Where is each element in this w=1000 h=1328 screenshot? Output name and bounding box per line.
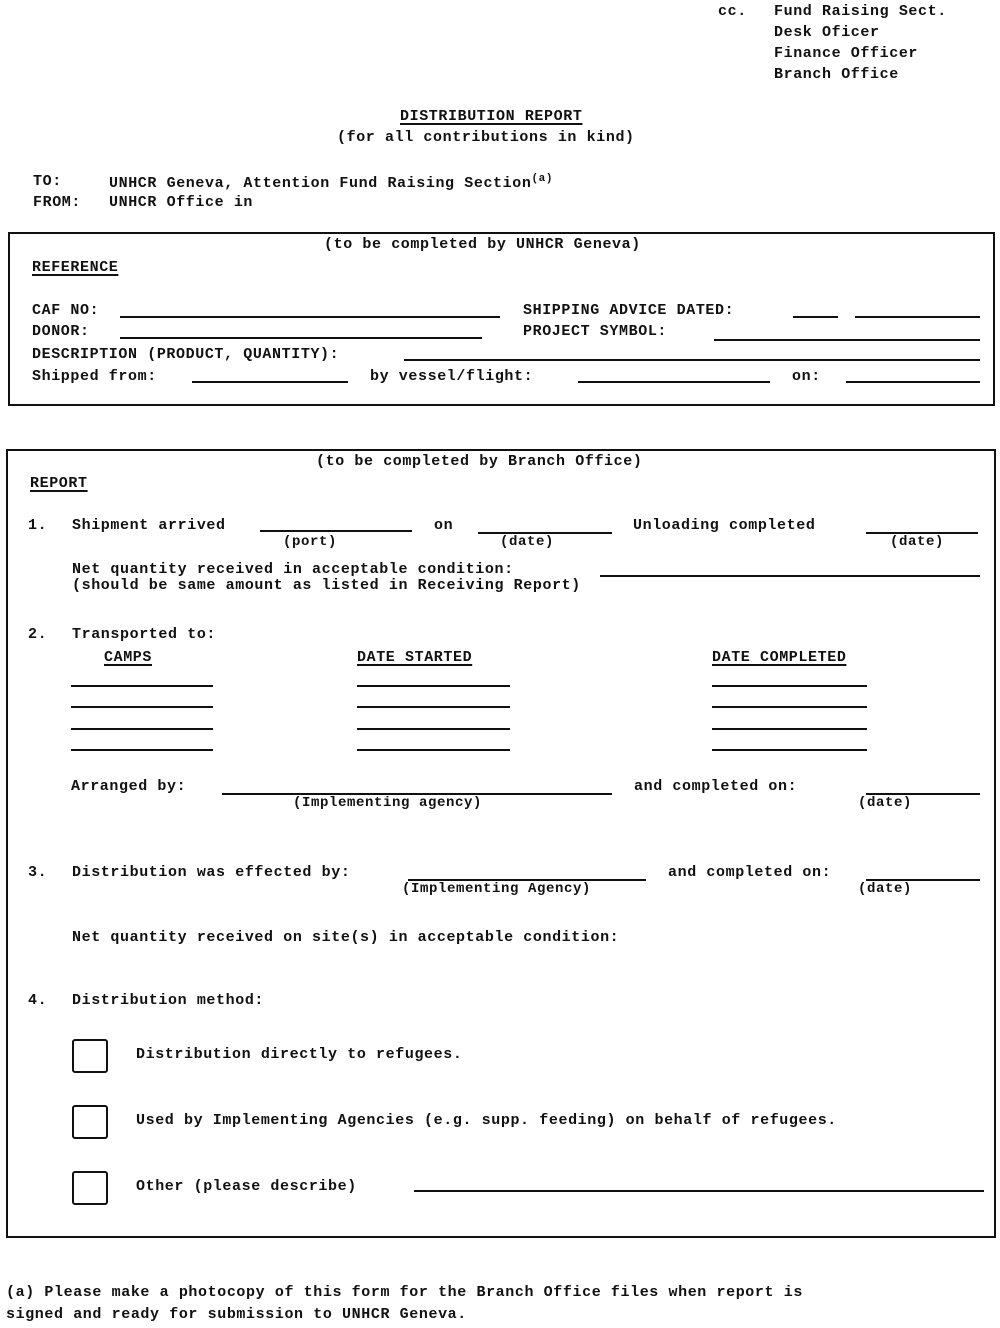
date-started-field[interactable] <box>357 728 510 730</box>
date-started-field[interactable] <box>357 685 510 687</box>
arranged-date-caption: (date) <box>858 795 913 811</box>
option-agencies-checkbox[interactable] <box>72 1105 108 1139</box>
option-direct-checkbox[interactable] <box>72 1039 108 1073</box>
reference-note: (to be completed by UNHCR Geneva) <box>324 236 641 253</box>
transported-to-label: Transported to: <box>72 626 217 643</box>
project-symbol-label: PROJECT SYMBOL: <box>523 323 668 340</box>
vessel-flight-field[interactable] <box>578 381 770 383</box>
cc-label: cc. <box>718 3 747 20</box>
donor-label: DONOR: <box>32 323 90 340</box>
date-completed-field[interactable] <box>712 685 867 687</box>
net-quantity-note: (should be same amount as listed in Receiving Report) <box>72 577 581 594</box>
shipment-arrived-label: Shipment arrived <box>72 517 226 534</box>
net-quantity-site-label: Net quantity received on site(s) in acceptable condition: <box>72 929 620 946</box>
unloading-completed-label: Unloading completed <box>633 517 816 534</box>
cc-recipient: Finance Officer <box>774 45 919 62</box>
from-label: FROM: <box>33 194 82 211</box>
arrival-date-caption: (date) <box>500 534 555 550</box>
arrival-on-label: on <box>434 517 454 534</box>
port-caption: (port) <box>283 534 338 550</box>
distribution-method-label: Distribution method: <box>72 992 265 1009</box>
option-other-label: Other (please describe) <box>136 1178 357 1195</box>
shipping-advice-field[interactable] <box>793 316 838 318</box>
net-quantity-label: Net quantity received in acceptable condition: <box>72 561 514 578</box>
cc-recipient: Branch Office <box>774 66 899 83</box>
column-header-date-started: DATE STARTED <box>357 649 473 666</box>
to-value: UNHCR Geneva, Attention Fund Raising Section$^{(a)}$ <box>109 173 554 192</box>
distribution-effected-label: Distribution was effected by: <box>72 864 351 881</box>
caf-no-field[interactable] <box>120 316 500 318</box>
description-label: DESCRIPTION (PRODUCT, QUANTITY): <box>32 346 340 363</box>
date-started-field[interactable] <box>357 706 510 708</box>
option-other-checkbox[interactable] <box>72 1171 108 1205</box>
caf-no-label: CAF NO: <box>32 302 100 319</box>
report-heading: REPORT <box>30 475 88 492</box>
distribution-date-caption: (date) <box>858 881 913 897</box>
footnote-line-2: signed and ready for submission to UNHCR Geneva. <box>6 1306 467 1323</box>
document-subtitle: (for all contributions in kind) <box>337 129 635 146</box>
distribution-completed-on-label: and completed on: <box>668 864 832 881</box>
project-symbol-field[interactable] <box>714 339 980 341</box>
item1-number: 1. <box>28 517 48 534</box>
distribution-agency-caption: (Implementing Agency) <box>402 881 592 897</box>
option-direct-label: Distribution directly to refugees. <box>136 1046 463 1063</box>
shipped-on-label: on: <box>792 368 821 385</box>
shipped-on-field[interactable] <box>846 381 980 383</box>
footnote-line-1: (a) Please make a photocopy of this form for the Branch Office files when report is <box>6 1284 803 1301</box>
item4-number: 4. <box>28 992 48 1009</box>
shipping-advice-label: SHIPPING ADVICE DATED: <box>523 302 735 319</box>
arranged-completed-on-label: and completed on: <box>634 778 798 795</box>
from-value: UNHCR Office in <box>109 194 254 211</box>
footnote-marker: (a) <box>531 173 554 185</box>
unloading-date-caption: (date) <box>890 534 945 550</box>
camp-field[interactable] <box>71 685 213 687</box>
camp-field[interactable] <box>71 749 213 751</box>
column-header-date-completed: DATE COMPLETED <box>712 649 847 666</box>
implementing-agency-caption: (Implementing agency) <box>293 795 483 811</box>
shipped-from-label: Shipped from: <box>32 368 157 385</box>
date-completed-field[interactable] <box>712 706 867 708</box>
date-completed-field[interactable] <box>712 728 867 730</box>
option-agencies-label: Used by Implementing Agencies (e.g. supp. feeding) on behalf of refugees. <box>136 1112 837 1129</box>
shipped-from-field[interactable] <box>192 381 348 383</box>
cc-recipient: Fund Raising Sect. <box>774 3 947 20</box>
document-title: DISTRIBUTION REPORT <box>400 108 583 125</box>
date-started-field[interactable] <box>357 749 510 751</box>
camp-field[interactable] <box>71 728 213 730</box>
cc-recipient: Desk Oficer <box>774 24 880 41</box>
reference-heading: REFERENCE <box>32 259 119 276</box>
arrival-port-field[interactable] <box>260 530 412 532</box>
shipping-advice-field-2[interactable] <box>855 316 980 318</box>
to-label: TO: <box>33 173 62 190</box>
report-note: (to be completed by Branch Office) <box>316 453 643 470</box>
net-quantity-field[interactable] <box>600 575 980 577</box>
arranged-by-label: Arranged by: <box>71 778 187 795</box>
column-header-camps: CAMPS <box>104 649 153 666</box>
description-field[interactable] <box>404 359 980 361</box>
camp-field[interactable] <box>71 706 213 708</box>
item3-number: 3. <box>28 864 48 881</box>
option-other-description-field[interactable] <box>414 1190 984 1192</box>
vessel-flight-label: by vessel/flight: <box>370 368 534 385</box>
item2-number: 2. <box>28 626 48 643</box>
donor-field[interactable] <box>120 337 482 339</box>
date-completed-field[interactable] <box>712 749 867 751</box>
